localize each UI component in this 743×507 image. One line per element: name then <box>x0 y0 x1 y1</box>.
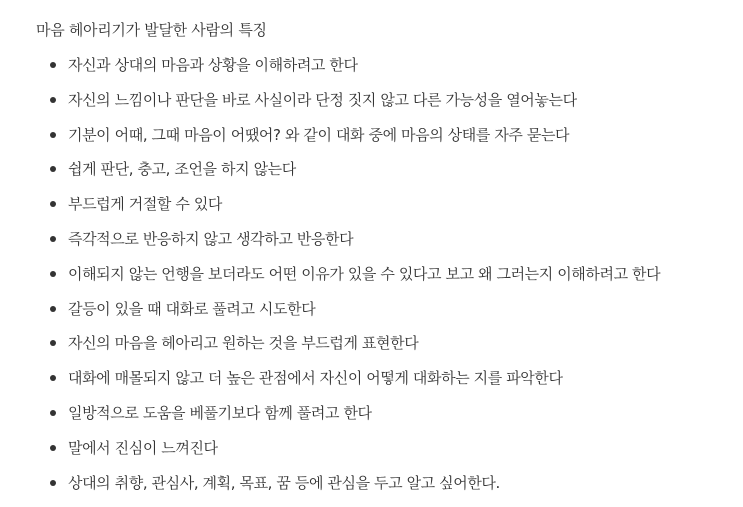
bullet-icon <box>50 132 56 138</box>
bullet-icon <box>50 97 56 103</box>
bullet-icon <box>50 271 56 277</box>
bullet-icon <box>50 340 56 346</box>
list-item-text: 일방적으로 도움을 베풀기보다 함께 풀려고 한다 <box>68 404 372 422</box>
list-item-text: 상대의 취향, 관심사, 계획, 목표, 꿈 등에 관심을 두고 알고 싶어한다. <box>68 473 500 492</box>
bullet-icon <box>50 445 56 451</box>
list-item-text: 즉각적으로 반응하지 않고 생각하고 반응한다 <box>68 230 354 248</box>
list-item-text: 자신과 상대의 마음과 상황을 이해하려고 한다 <box>68 56 358 74</box>
list-item-text: 말에서 진심이 느껴진다 <box>68 438 218 457</box>
bullet-icon <box>50 480 56 486</box>
document <box>36 19 736 492</box>
bullet-icon <box>50 62 56 68</box>
list-item-text: 자신의 느낌이나 판단을 바로 사실이라 단정 짓지 않고 다른 가능성을 열어놓는다 <box>68 90 577 109</box>
list-item-text: 갈등이 있을 때 대화로 풀려고 시도한다 <box>68 299 316 318</box>
page-title: 마음 헤아리기가 발달한 사람의 특징 <box>36 21 267 39</box>
list-item-text: 자신의 마음을 헤아리고 원하는 것을 부드럽게 표현한다 <box>68 334 419 353</box>
bullet-icon <box>50 306 56 312</box>
list-item-text: 기분이 어때, 그때 마음이 어땠어? 와 같이 대화 중에 마음의 상태를 자주 묻는다 <box>68 125 570 144</box>
bullet-icon <box>50 410 56 416</box>
list-item-text: 이해되지 않는 언행을 보더라도 어떤 이유가 있을 수 있다고 보고 왜 그러는지 이해하려고 한다 <box>68 264 661 283</box>
bullet-icon <box>50 375 56 381</box>
bullet-icon <box>50 166 56 172</box>
bullet-icon <box>50 201 56 207</box>
list-item-text: 쉽게 판단, 충고, 조언을 하지 않는다 <box>68 160 296 179</box>
bullet-icon <box>50 236 56 242</box>
list-item-text: 대화에 매몰되지 않고 더 높은 관점에서 자신이 어떻게 대화하는 지를 파악한다 <box>68 369 563 388</box>
list-item-text: 부드럽게 거절할 수 있다 <box>68 195 223 214</box>
